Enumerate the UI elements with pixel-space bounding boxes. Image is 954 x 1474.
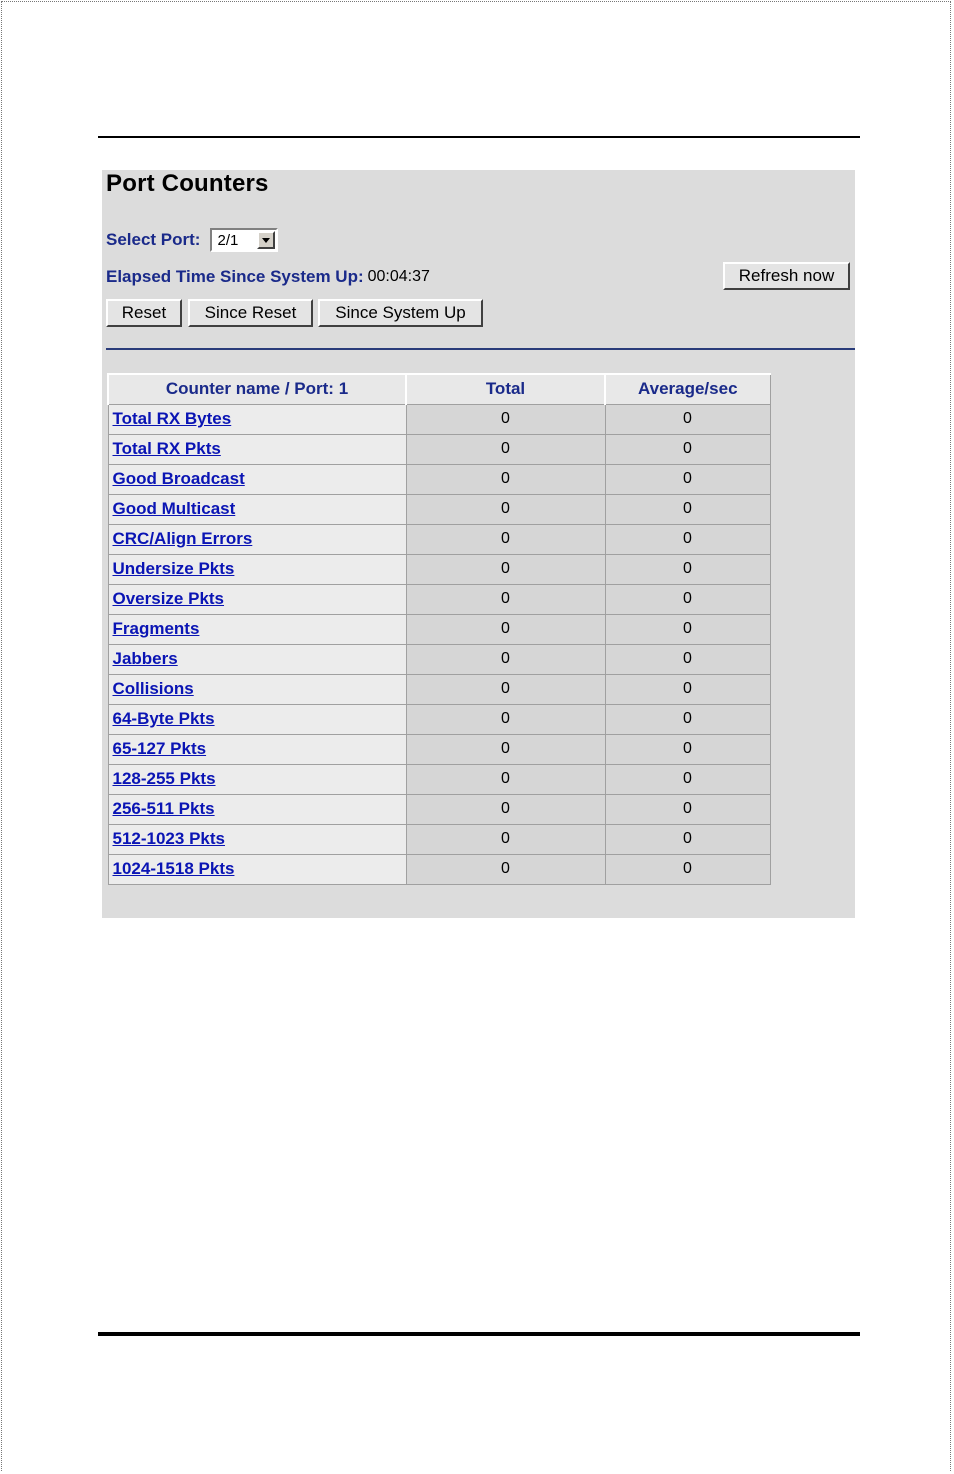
table-row xyxy=(108,524,770,554)
table-row xyxy=(108,554,770,584)
counter-name-link[interactable]: 128-255 Pkts xyxy=(112,769,216,788)
column-header-counter-name: Counter name / Port: 1 xyxy=(108,374,406,404)
elapsed-time-label: Elapsed Time Since System Up: xyxy=(106,267,364,286)
select-port-label: Select Port: xyxy=(106,230,201,249)
column-header-average: Average/sec xyxy=(605,374,770,404)
total-value: 0 xyxy=(406,494,605,524)
total-value: 0 xyxy=(406,584,605,614)
counter-name-link[interactable]: Oversize Pkts xyxy=(112,589,225,608)
table-row xyxy=(108,614,770,644)
reset-button[interactable]: Reset xyxy=(106,299,182,327)
table-row xyxy=(108,734,770,764)
top-rule xyxy=(98,136,860,138)
counter-name-link[interactable]: Undersize Pkts xyxy=(112,559,235,578)
average-value: 0 xyxy=(605,614,770,644)
counter-name-link[interactable]: Fragments xyxy=(112,619,200,638)
counter-name-link[interactable]: 256-511 Pkts xyxy=(112,799,215,818)
counter-name-cell xyxy=(108,674,406,704)
column-header-total: Total xyxy=(406,374,605,404)
counter-name-link[interactable]: 1024-1518 Pkts xyxy=(112,859,235,878)
since-system-up-button[interactable]: Since System Up xyxy=(318,299,483,327)
counter-name-cell xyxy=(108,704,406,734)
bottom-rule xyxy=(98,1332,860,1336)
elapsed-time-row xyxy=(106,264,430,290)
table-row xyxy=(108,764,770,794)
counter-name-cell xyxy=(108,764,406,794)
average-value: 0 xyxy=(605,554,770,584)
total-value: 0 xyxy=(406,854,605,884)
section-divider xyxy=(106,348,855,350)
chevron-down-icon[interactable] xyxy=(257,231,275,249)
average-value: 0 xyxy=(605,824,770,854)
counter-name-link[interactable]: Total RX Pkts xyxy=(112,439,221,458)
counters-table-body xyxy=(108,404,770,884)
total-value: 0 xyxy=(406,794,605,824)
average-value: 0 xyxy=(605,644,770,674)
total-value: 0 xyxy=(406,614,605,644)
total-value: 0 xyxy=(406,434,605,464)
table-row xyxy=(108,644,770,674)
table-header-row xyxy=(108,374,770,404)
counter-name-link[interactable]: 64-Byte Pkts xyxy=(112,709,215,728)
table-row xyxy=(108,584,770,614)
counter-name-link[interactable]: Jabbers xyxy=(112,649,178,668)
total-value: 0 xyxy=(406,764,605,794)
average-value: 0 xyxy=(605,704,770,734)
average-value: 0 xyxy=(605,674,770,704)
counter-name-cell xyxy=(108,584,406,614)
counters-table xyxy=(107,373,771,885)
table-row xyxy=(108,464,770,494)
counter-name-link[interactable]: 512-1023 Pkts xyxy=(112,829,225,848)
counter-name-cell xyxy=(108,494,406,524)
average-value: 0 xyxy=(605,794,770,824)
counter-name-cell xyxy=(108,404,406,434)
table-row xyxy=(108,824,770,854)
table-row xyxy=(108,404,770,434)
table-row xyxy=(108,854,770,884)
average-value: 0 xyxy=(605,464,770,494)
total-value: 0 xyxy=(406,554,605,584)
average-value: 0 xyxy=(605,764,770,794)
average-value: 0 xyxy=(605,854,770,884)
total-value: 0 xyxy=(406,524,605,554)
counter-name-link[interactable]: Total RX Bytes xyxy=(112,409,232,428)
page-title: Port Counters xyxy=(106,170,269,197)
counter-name-cell xyxy=(108,614,406,644)
total-value: 0 xyxy=(406,824,605,854)
table-row xyxy=(108,674,770,704)
total-value: 0 xyxy=(406,404,605,434)
average-value: 0 xyxy=(605,404,770,434)
counter-name-cell xyxy=(108,644,406,674)
counter-name-link[interactable]: Good Broadcast xyxy=(112,469,245,488)
select-port-row xyxy=(106,226,278,254)
table-row xyxy=(108,794,770,824)
average-value: 0 xyxy=(605,524,770,554)
average-value: 0 xyxy=(605,584,770,614)
elapsed-time-value: 00:04:37 xyxy=(367,268,430,285)
refresh-now-button[interactable]: Refresh now xyxy=(723,262,850,290)
port-select-value: 2/1 xyxy=(217,231,239,249)
counter-name-cell xyxy=(108,554,406,584)
counter-name-link[interactable]: 65-127 Pkts xyxy=(112,739,207,758)
average-value: 0 xyxy=(605,734,770,764)
counter-name-link[interactable]: CRC/Align Errors xyxy=(112,529,253,548)
port-counters-panel xyxy=(102,170,855,918)
since-reset-button[interactable]: Since Reset xyxy=(188,299,313,327)
average-value: 0 xyxy=(605,494,770,524)
table-row xyxy=(108,704,770,734)
total-value: 0 xyxy=(406,734,605,764)
port-select[interactable] xyxy=(210,228,278,252)
counter-name-link[interactable]: Good Multicast xyxy=(112,499,236,518)
counter-name-cell xyxy=(108,434,406,464)
total-value: 0 xyxy=(406,704,605,734)
counter-name-cell xyxy=(108,464,406,494)
counter-name-cell xyxy=(108,824,406,854)
table-row xyxy=(108,434,770,464)
counter-name-cell xyxy=(108,794,406,824)
total-value: 0 xyxy=(406,464,605,494)
counter-name-cell xyxy=(108,854,406,884)
average-value: 0 xyxy=(605,434,770,464)
counter-name-cell xyxy=(108,734,406,764)
table-row xyxy=(108,494,770,524)
counter-name-cell xyxy=(108,524,406,554)
counter-name-link[interactable]: Collisions xyxy=(112,679,194,698)
total-value: 0 xyxy=(406,644,605,674)
total-value: 0 xyxy=(406,674,605,704)
